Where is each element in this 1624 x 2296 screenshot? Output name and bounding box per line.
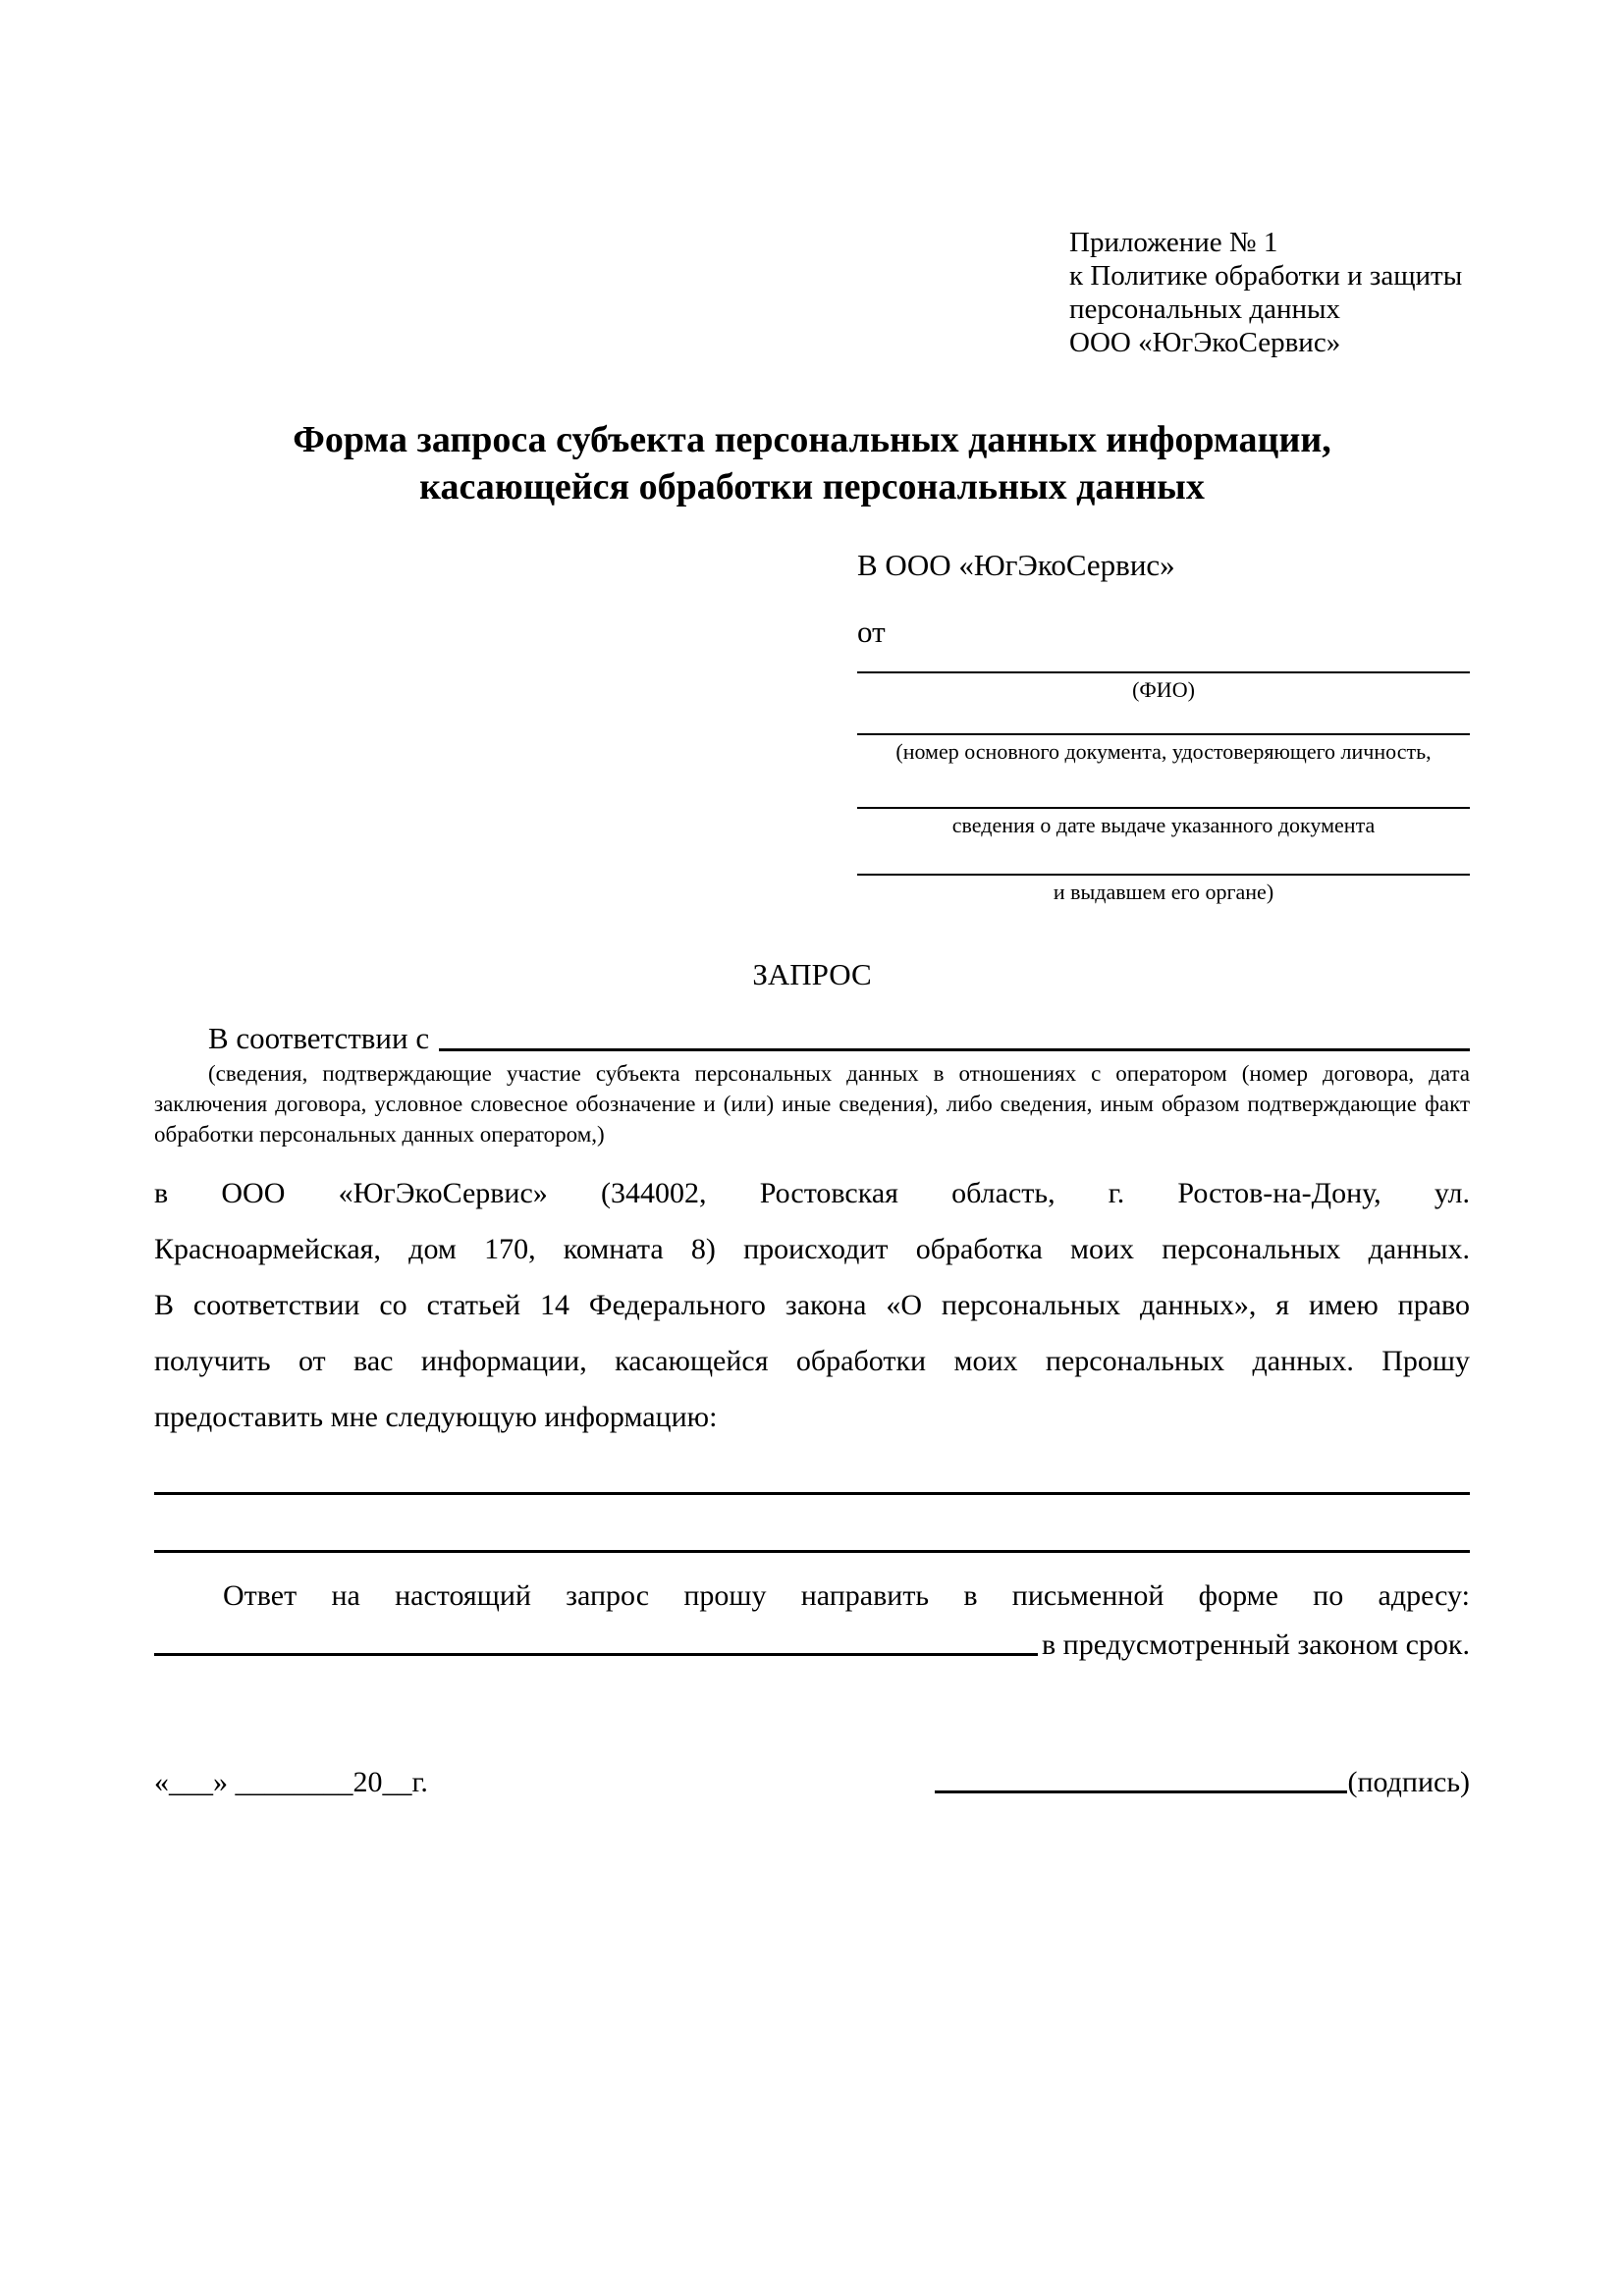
signature-group [935,1763,1470,1802]
appendix-header [1069,226,1470,359]
issue-date-field-caption: сведения о дате выдаче указанного документа [951,813,1376,837]
document-title-line: касающейся обработки персональных данных [419,466,1205,507]
reply-address-row [154,1626,1470,1665]
from-label: от [857,614,886,649]
body-paragraph-line: получить от вас информации, касающейся обработки моих персональных данных. Прошу [154,1345,1470,1377]
appendix-header-line: ООО «ЮгЭкоСервис» [1069,327,1341,358]
signature-caption: (подпись) [1347,1766,1470,1798]
document-number-field [857,733,1470,765]
fio-field [857,671,1470,703]
document-title [154,416,1470,510]
issuing-authority-field-caption: и выдавшем его органе) [1053,880,1274,904]
body-paragraph-line: Красноармейская, дом 170, комната 8) происходит обработка моих персональных данных. [154,1233,1470,1265]
body-paragraph-line: предоставить мне следующую информацию: [154,1401,718,1433]
addressee-organization: В ООО «ЮгЭкоСервис» [857,548,1175,582]
signature-field-line[interactable] [935,1763,1347,1793]
addressee-block [857,546,1470,905]
requested-info-field-line-2[interactable] [154,1550,1470,1553]
body-paragraph-line: в ООО «ЮгЭкоСервис» (344002, Ростовская область, г. Ростов-на-Дону, ул. [154,1177,1470,1209]
reply-sentence: Ответ на настоящий запрос прошу направить в письменной форме по адресу: [223,1579,1470,1612]
issue-date-field-line[interactable] [857,807,1470,809]
document-number-field-line[interactable] [857,733,1470,735]
fio-field-caption: (ФИО) [1132,677,1195,702]
document-number-field-caption: (номер основного документа, удостоверяющего личность, [895,739,1432,764]
reply-address-field-line[interactable] [154,1626,1038,1656]
request-heading: ЗАПРОС [752,957,872,991]
body-paragraph [154,1165,1470,1445]
issuing-authority-field-line[interactable] [857,874,1470,876]
issue-date-field [857,807,1470,838]
reply-suffix: в предусмотренный законом срок. [1042,1629,1470,1661]
fio-field-line[interactable] [857,671,1470,673]
basis-row [154,1021,1470,1056]
date-signature-row [154,1763,1470,1802]
appendix-header-line: к Политике обработки и защиты [1069,260,1463,292]
basis-prefix: В соответствии с [208,1021,430,1055]
document-title-line: Форма запроса субъекта персональных данных информации, [293,419,1331,460]
body-paragraph-line: В соответствии со статьей 14 Федерального закона «О персональных данных», я имею право [154,1289,1470,1321]
appendix-header-line: персональных данных [1069,294,1341,325]
basis-footnote: (сведения, подтверждающие участие субъекта персональных данных в отношениях с оператором (номер договора, дата заключения договора, условное словесное обозначение и (или) иные сведения), либо сведения, иным образом подтверждающие факт обработки персональных данных оператором,) [154,1061,1470,1147]
basis-field-line[interactable] [439,1021,1470,1051]
requested-info-field-line-1[interactable] [154,1492,1470,1495]
issuing-authority-field [857,874,1470,905]
appendix-header-line: Приложение № 1 [1069,227,1278,258]
date-field[interactable]: «___» ________20__г. [154,1766,428,1798]
